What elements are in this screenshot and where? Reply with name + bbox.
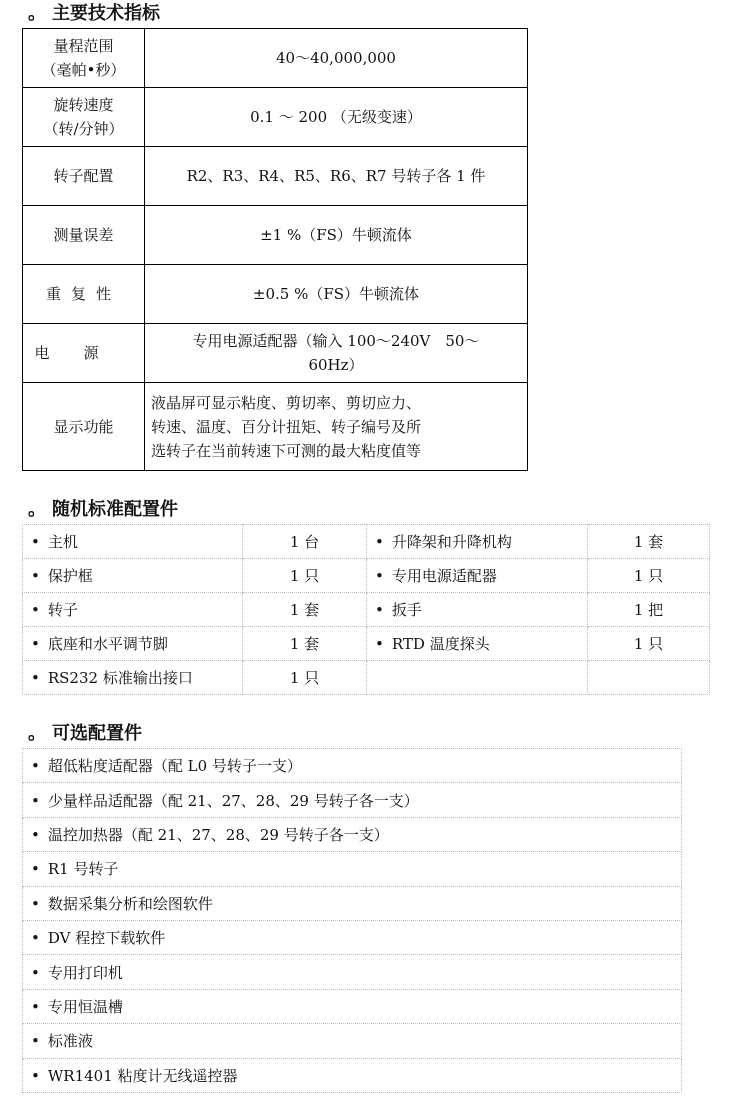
- accessory-name: 扳手: [391, 601, 422, 619]
- accessory-qty: 1 只: [588, 559, 710, 593]
- optional-item-text: 专用打印机: [47, 963, 123, 982]
- spec-value: ±0.5 %（FS）牛顿流体: [145, 265, 528, 324]
- list-item: [23, 920, 682, 954]
- spec-value: R2、R3、R4、R5、R6、R7 号转子各 1 件: [145, 147, 528, 206]
- spec-key-line: 旋转速度: [53, 96, 114, 114]
- accessory-item: [23, 627, 243, 661]
- bullet-icon: •: [31, 567, 40, 585]
- accessory-item: [367, 525, 588, 559]
- spec-key: [23, 88, 145, 147]
- list-item: [23, 749, 682, 783]
- spec-key-line: （转/分钟）: [43, 120, 124, 138]
- bullet-icon: •: [31, 860, 40, 879]
- table-row: [23, 559, 710, 593]
- bullet-icon: •: [31, 791, 40, 810]
- spec-key: 显示功能: [23, 383, 145, 471]
- spec-value: ±1 %（FS）牛顿流体: [145, 206, 528, 265]
- bullet-icon: •: [375, 601, 384, 619]
- spec-row-spindles: [23, 147, 528, 206]
- spec-value-line: 专用电源适配器（输入 100～240V 50～: [192, 332, 480, 350]
- accessory-name: RTD 温度探头: [391, 635, 490, 653]
- spec-row-range: [23, 29, 528, 88]
- optional-item-text: 超低粘度适配器（配 L0 号转子一支）: [47, 757, 302, 776]
- optional-item: [23, 852, 682, 886]
- bullet-icon: •: [375, 567, 384, 585]
- bullet-icon: •: [31, 533, 40, 551]
- accessory-name: 底座和水平调节脚: [47, 635, 168, 653]
- spec-value-line: 转速、温度、百分计扭矩、转子编号及所: [151, 417, 422, 436]
- table-row: [23, 627, 710, 661]
- optional-item: [23, 783, 682, 817]
- spec-value: 40～40,000,000: [145, 29, 528, 88]
- accessory-item: [367, 593, 588, 627]
- bullet-icon: •: [31, 635, 40, 653]
- spec-row-power: [23, 324, 528, 383]
- table-row: [23, 661, 710, 695]
- accessory-qty: 1 只: [243, 559, 367, 593]
- optional-item-text: 少量样品适配器（配 21、27、28、29 号转子各一支）: [47, 791, 419, 810]
- spec-value: [145, 383, 528, 471]
- spec-value: 0.1 ～ 200 （无级变速）: [145, 88, 528, 147]
- section-title-optional: [28, 722, 142, 746]
- list-item: [23, 1024, 682, 1058]
- bullet-icon: •: [31, 929, 40, 948]
- accessory-name: 转子: [47, 601, 78, 619]
- optional-item: [23, 749, 682, 783]
- empty-cell: [367, 661, 588, 695]
- accessory-name: 保护框: [47, 567, 93, 585]
- accessory-qty: 1 台: [243, 525, 367, 559]
- optional-item: [23, 817, 682, 851]
- accessory-item: [23, 559, 243, 593]
- list-item: [23, 1058, 682, 1092]
- section-bullet: 。: [28, 3, 46, 24]
- section-bullet: 。: [28, 499, 46, 520]
- spec-key-line: 量程范围: [53, 37, 114, 55]
- spec-key: 转子配置: [23, 147, 145, 206]
- list-item: [23, 955, 682, 989]
- list-item: [23, 989, 682, 1023]
- section-title-text: 主要技术指标: [52, 3, 160, 24]
- spec-value-line: 选转子在当前转速下可测的最大粘度值等: [151, 441, 422, 460]
- optional-item: [23, 886, 682, 920]
- accessory-name: 升降架和升降机构: [391, 533, 512, 551]
- bullet-icon: •: [31, 1032, 40, 1051]
- accessory-name: RS232 标准输出接口: [47, 669, 193, 687]
- accessory-item: [23, 661, 243, 695]
- section-title-text: 可选配置件: [52, 723, 142, 744]
- bullet-icon: •: [375, 635, 384, 653]
- section-title-text: 随机标准配置件: [52, 499, 178, 520]
- spec-value-line: 液晶屏可显示粘度、剪切率、剪切应力、: [151, 393, 422, 412]
- spec-value-line: 60Hz）: [308, 356, 364, 374]
- spec-row-repeatability: [23, 265, 528, 324]
- standard-accessories-table: [22, 524, 710, 695]
- accessory-item: [367, 627, 588, 661]
- accessory-qty: 1 只: [243, 661, 367, 695]
- section-bullet: 。: [28, 723, 46, 744]
- accessory-qty: 1 套: [243, 627, 367, 661]
- spec-row-error: [23, 206, 528, 265]
- bullet-icon: •: [31, 1066, 40, 1085]
- spec-key: 重复性: [23, 265, 145, 324]
- bullet-icon: •: [31, 757, 40, 776]
- empty-cell: [588, 661, 710, 695]
- optional-item-text: R1 号转子: [47, 860, 119, 879]
- optional-item: [23, 920, 682, 954]
- accessory-item: [367, 559, 588, 593]
- optional-item: [23, 1024, 682, 1058]
- optional-item-text: 数据采集分析和绘图软件: [47, 894, 213, 913]
- section-title-standard: [28, 498, 178, 522]
- bullet-icon: •: [31, 894, 40, 913]
- list-item: [23, 886, 682, 920]
- optional-item-text: DV 程控下载软件: [47, 929, 166, 948]
- bullet-icon: •: [31, 997, 40, 1016]
- spec-value: [145, 324, 528, 383]
- bullet-icon: •: [31, 825, 40, 844]
- spec-key: [23, 29, 145, 88]
- spec-table: [22, 28, 528, 471]
- spec-row-speed: [23, 88, 528, 147]
- optional-item: [23, 989, 682, 1023]
- optional-item-text: 标准液: [47, 1032, 93, 1051]
- accessory-qty: 1 把: [588, 593, 710, 627]
- table-row: [23, 593, 710, 627]
- spec-key-line: （毫帕•秒）: [41, 61, 126, 79]
- optional-item-text: WR1401 粘度计无线遥控器: [47, 1066, 238, 1085]
- table-row: [23, 525, 710, 559]
- bullet-icon: •: [375, 533, 384, 551]
- list-item: [23, 817, 682, 851]
- spec-key: 测量误差: [23, 206, 145, 265]
- bullet-icon: •: [31, 601, 40, 619]
- bullet-icon: •: [31, 963, 40, 982]
- list-item: [23, 852, 682, 886]
- accessory-qty: 1 套: [588, 525, 710, 559]
- spec-key: 电源: [23, 324, 145, 383]
- accessory-qty: 1 只: [588, 627, 710, 661]
- accessory-item: [23, 593, 243, 627]
- optional-item-text: 温控加热器（配 21、27、28、29 号转子各一支）: [47, 825, 389, 844]
- optional-item: [23, 955, 682, 989]
- accessory-qty: 1 套: [243, 593, 367, 627]
- optional-accessories-list: [22, 748, 682, 1093]
- bullet-icon: •: [31, 669, 40, 687]
- list-item: [23, 783, 682, 817]
- accessory-name: 主机: [47, 533, 78, 551]
- accessory-name: 专用电源适配器: [391, 567, 497, 585]
- optional-item: [23, 1058, 682, 1092]
- spec-row-display: [23, 383, 528, 471]
- optional-item-text: 专用恒温槽: [47, 997, 123, 1016]
- accessory-item: [23, 525, 243, 559]
- section-title-specs: [28, 2, 160, 26]
